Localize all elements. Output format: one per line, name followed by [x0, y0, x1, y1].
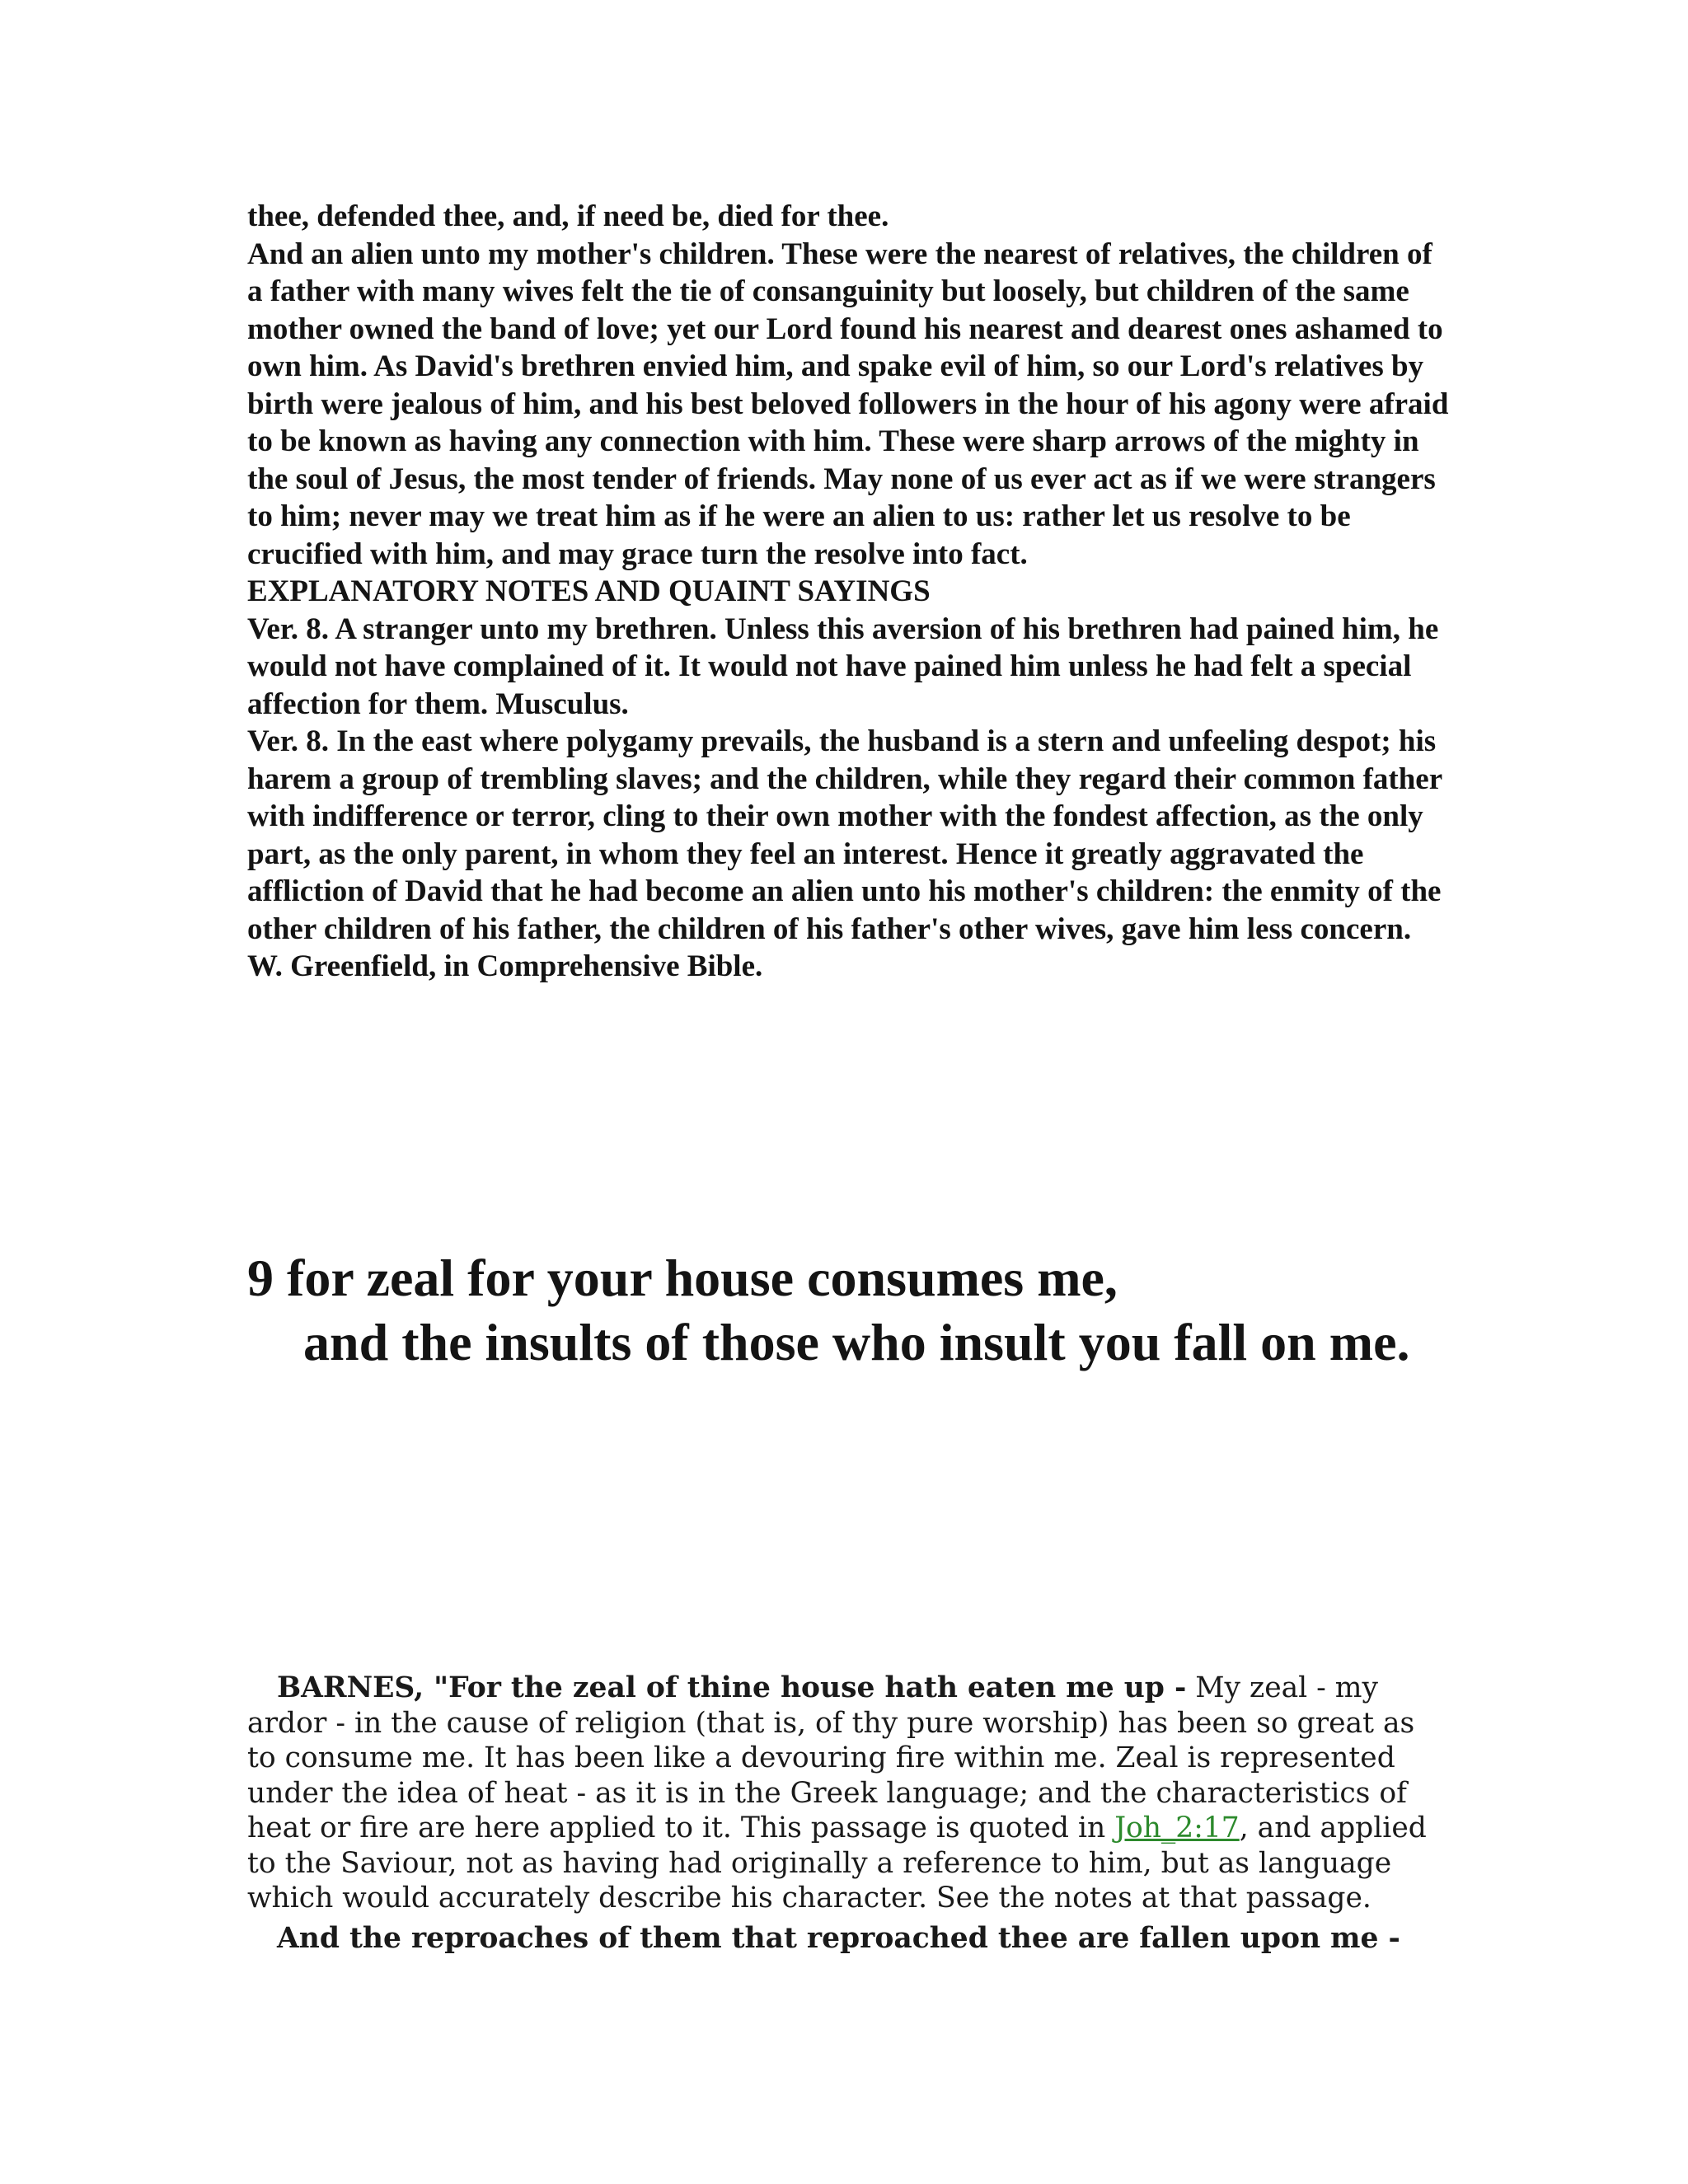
- scripture-link-joh-2-17[interactable]: Joh_2:17: [1114, 1811, 1240, 1844]
- barnes-lead-quote-2: And the reproaches of them that reproached thee are fallen upon me -: [277, 1921, 1400, 1955]
- barnes-paragraph-1: [247, 1671, 1451, 1916]
- commentary-paragraph-ver8-greenfield: Ver. 8. In the east where polygamy prevails, the husband is a stern and unfeeling despot; his harem a group of trembling slaves; and the children, while they regard their common father with indifference or terror, cling to their own mother with the fondest affection, as the only part, as the only parent, in whom they feel an interest. Hence it greatly aggravated the affliction of David that he had become an alien unto his mother's children: the enmity of the other children of his father, the children of his father's other wives, gave him less concern. W. Greenfield, in Comprehensive Bible.: [247, 724, 1442, 983]
- barnes-paragraph-2: [247, 1921, 1451, 1957]
- barnes-text-1: My zeal - my ardor - in the cause of religion (that is, of thy pure worship) has been so great as to consume me. It has been like a devouring fire within me. Zeal is represented under the idea of heat - as it is in the Greek language; and the characteristics of heat or fire are here applied to it. This passage is quoted in: [247, 1671, 1415, 1844]
- barnes-lead-quote: BARNES, "For the zeal of thine house hath eaten me up -: [277, 1671, 1187, 1704]
- section-heading-explanatory-notes: EXPLANATORY NOTES AND QUAINT SAYINGS: [247, 574, 931, 608]
- commentary-paragraph-2: And an alien unto my mother's children. These were the nearest of relatives, the children of a father with many wives felt the tie of consanguinity but loosely, but children of the same mother owned the band of love; yet our Lord found his nearest and dearest ones ashamed to own him. As David's brethren envied him, and spake evil of him, so our Lord's relatives by birth were jealous of him, and his best beloved followers in the hour of his agony were afraid to be known as having any connection with him. These were sharp arrows of the mighty in the soul of Jesus, the most tender of friends. May none of us ever act as if we were strangers to him; never may we treat him as if he were an alien to us: rather let us resolve to be crucified with him, and may grace turn the resolve into fact.: [247, 237, 1449, 571]
- barnes-commentary: [247, 1671, 1451, 1961]
- verse-line-1: 9 for zeal for your house consumes me,: [247, 1249, 1118, 1307]
- verse-heading: [247, 1246, 1533, 1375]
- commentary-paragraph-1: thee, defended thee, and, if need be, died for thee.: [247, 199, 889, 233]
- verse-line-2: and the insults of those who insult you fall on me.: [303, 1313, 1410, 1371]
- commentary-paragraph-ver8-musculus: Ver. 8. A stranger unto my brethren. Unless this aversion of his brethren had pained him, he would not have complained of it. It would not have pained him unless he had felt a special affection for them. Musculus.: [247, 612, 1439, 721]
- barnes-text-2: , and applied to the Saviour, not as having had originally a reference to him, but as language which would accurately describe his character. See the notes at that passage.: [247, 1811, 1427, 1915]
- spurgeon-commentary: [247, 198, 1451, 986]
